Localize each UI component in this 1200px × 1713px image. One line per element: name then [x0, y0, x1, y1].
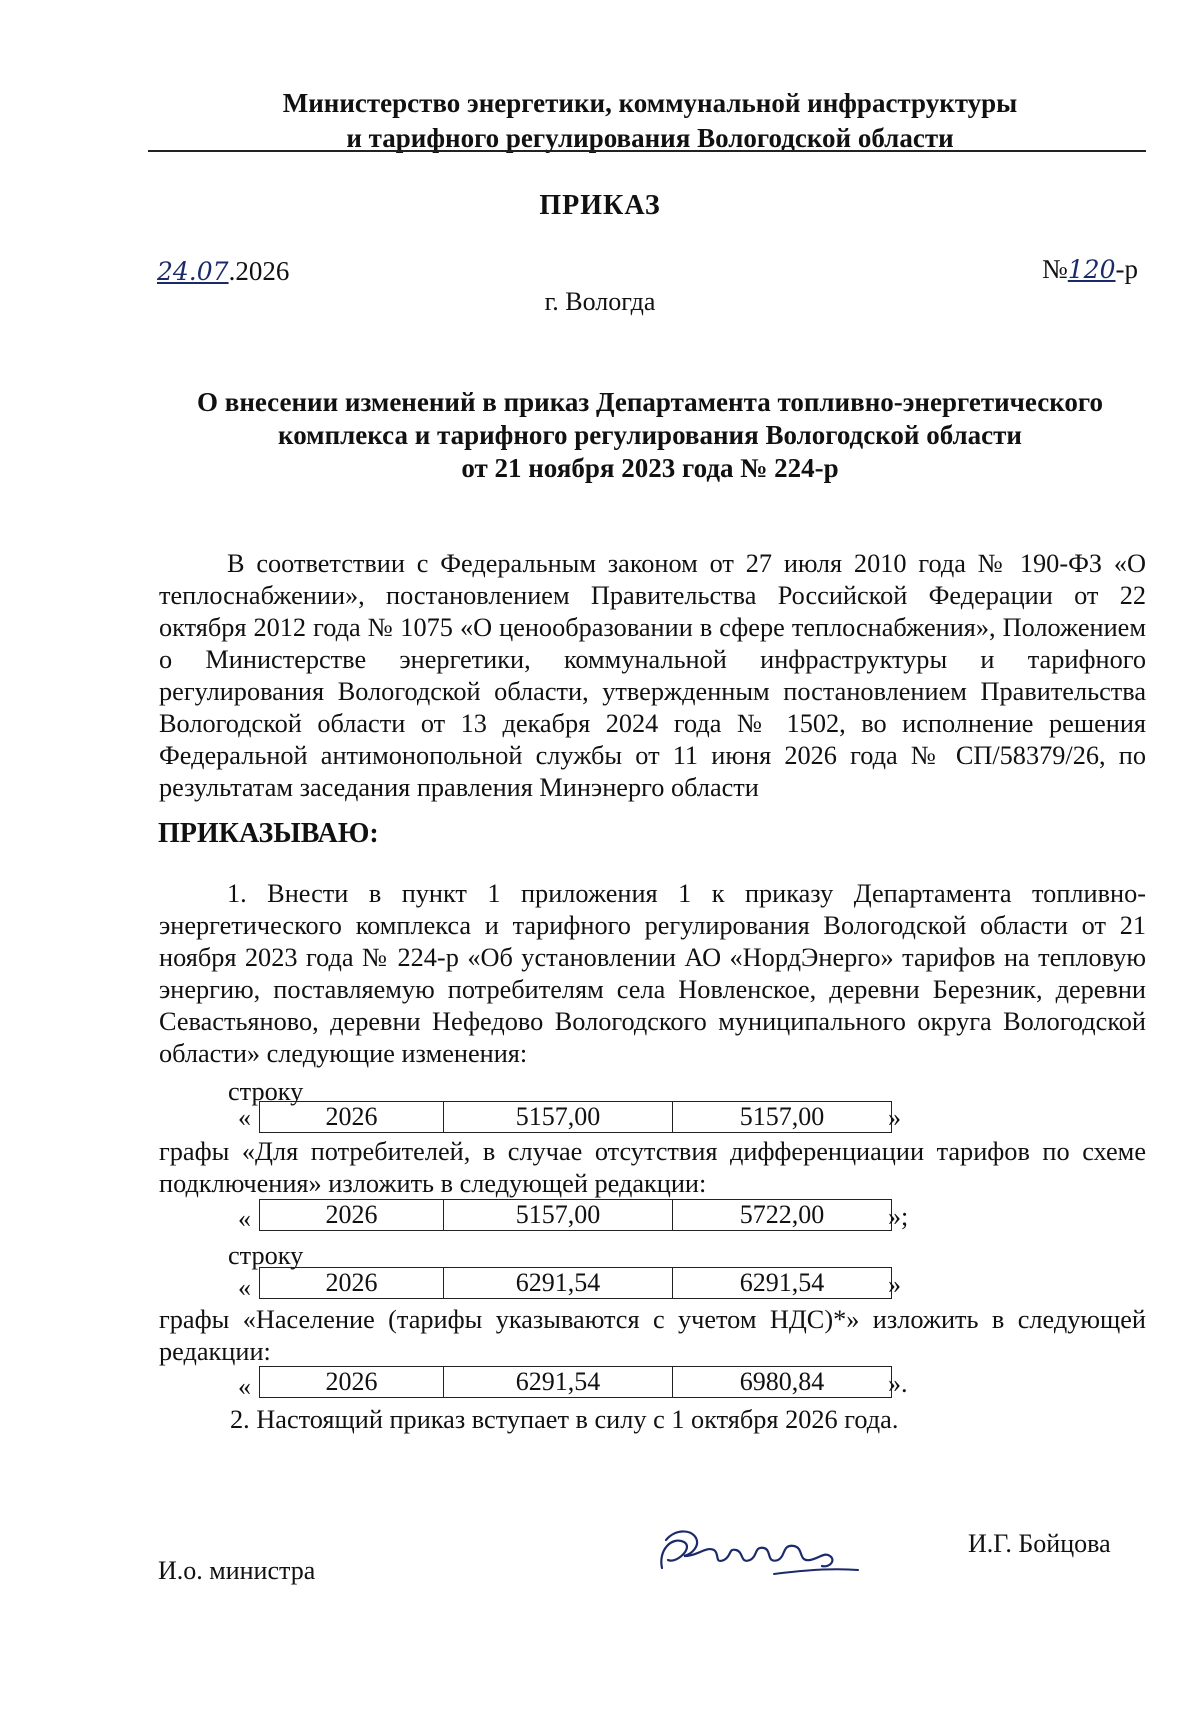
item-1-paragraph	[159, 878, 1146, 1070]
close-quote-3: »	[888, 1270, 901, 1299]
document-number	[1042, 254, 1138, 285]
value-cell: 5722,00	[673, 1200, 892, 1231]
preamble-paragraph	[159, 548, 1146, 804]
document-date	[157, 256, 289, 287]
tariff-row-table-1	[259, 1101, 892, 1133]
year-cell: 2026	[260, 1200, 444, 1231]
preamble-text: В соответствии с Федеральным законом от 27 июля 2010 года № 190-ФЗ «О теплоснабжении», постановлением Правительства Российской Федерации от 22 октября 2012 года № 1075 «О ценообразовании в сфере теплоснабжения», Положением о Министерстве энергетики, коммунальной инфраструктуры и тарифного регулирования Вологодской области, утвержденным постановлением Правительства Вологодской области от 13 декабря 2024 года № 1502, во исполнение решения Федеральной антимонопольной службы от 11 июня 2026 года № СП/58379/26, по результатам заседания правления Минэнерго области	[159, 549, 1146, 802]
signer-role: И.о. министра	[158, 1556, 316, 1585]
subject-line-1: О внесении изменений в приказ Департамента топливно-энергетического	[196, 387, 1103, 417]
row-word-2: строку	[228, 1241, 304, 1270]
header-divider	[148, 150, 1146, 152]
value-cell: 6291,54	[444, 1268, 673, 1299]
document-title: ПРИКАЗ	[539, 190, 661, 221]
year-cell: 2026	[260, 1367, 444, 1398]
tariff-row-table-2	[259, 1199, 892, 1231]
open-quote-1: «	[238, 1103, 251, 1132]
number-suffix: -р	[1115, 254, 1138, 284]
value-cell: 5157,00	[444, 1102, 673, 1133]
year-cell: 2026	[260, 1102, 444, 1133]
handwritten-date: 24.07	[157, 257, 229, 286]
ministry-line-2: и тарифного регулирования Вологодской области	[346, 123, 954, 153]
close-quote-2: »;	[888, 1202, 909, 1231]
close-quote-4: ».	[888, 1369, 908, 1398]
document-city: г. Вологда	[544, 287, 656, 316]
graph-2-paragraph: графы «Население (тарифы указываются с учетом НДС)*» изложить в следующей редакции:	[159, 1305, 1146, 1366]
document-subject	[150, 386, 1150, 485]
tariff-row-table-4	[259, 1366, 892, 1398]
value-cell: 6291,54	[444, 1367, 673, 1398]
table-row	[260, 1102, 892, 1133]
year-cell: 2026	[260, 1268, 444, 1299]
date-year: .2026	[228, 256, 290, 286]
value-cell: 6980,84	[673, 1367, 892, 1398]
graph-1-paragraph: графы «Для потребителей, в случае отсутствия дифференциации тарифов по схеме подключения» изложить в следующей редакции:	[159, 1137, 1146, 1198]
signer-name: И.Г. Бойцова	[968, 1529, 1111, 1558]
number-prefix: №	[1042, 254, 1068, 284]
table-row	[260, 1200, 892, 1231]
table-row	[260, 1367, 892, 1398]
value-cell: 5157,00	[673, 1102, 892, 1133]
value-cell: 6291,54	[673, 1268, 892, 1299]
subject-line-3: от 21 ноября 2023 года № 224-р	[461, 453, 839, 483]
table-row	[260, 1268, 892, 1299]
open-quote-3: «	[238, 1273, 251, 1302]
item-1-text: 1. Внести в пункт 1 приложения 1 к приказу Департамента топливно-энергетического комплекса и тарифного регулирования Вологодской области от 21 ноября 2023 года № 224-р «Об установлении АО «НордЭнерго» тарифов на тепловую энергию, поставляемую потребителям села Новленское, деревни Березник, деревни Севастьяново, деревни Нефедово Вологодского муниципального округа Вологодской области» следующие изменения:	[159, 879, 1146, 1068]
close-quote-1: »	[888, 1103, 901, 1132]
handwritten-number: 120	[1067, 255, 1116, 284]
item-2-text: 2. Настоящий приказ вступает в силу с 1 октября 2026 года.	[230, 1405, 899, 1434]
open-quote-2: «	[238, 1204, 251, 1233]
row-word-1: строку	[228, 1077, 304, 1106]
open-quote-4: «	[238, 1372, 251, 1401]
order-word: ПРИКАЗЫВАЮ:	[158, 818, 379, 849]
tariff-row-table-3	[259, 1267, 892, 1299]
ministry-header	[150, 86, 1150, 156]
ministry-line-1: Министерство энергетики, коммунальной инфраструктуры	[282, 88, 1018, 118]
value-cell: 5157,00	[444, 1200, 673, 1231]
handwritten-signature	[654, 1520, 864, 1590]
subject-line-2: комплекса и тарифного регулирования Вологодской области	[278, 420, 1022, 450]
